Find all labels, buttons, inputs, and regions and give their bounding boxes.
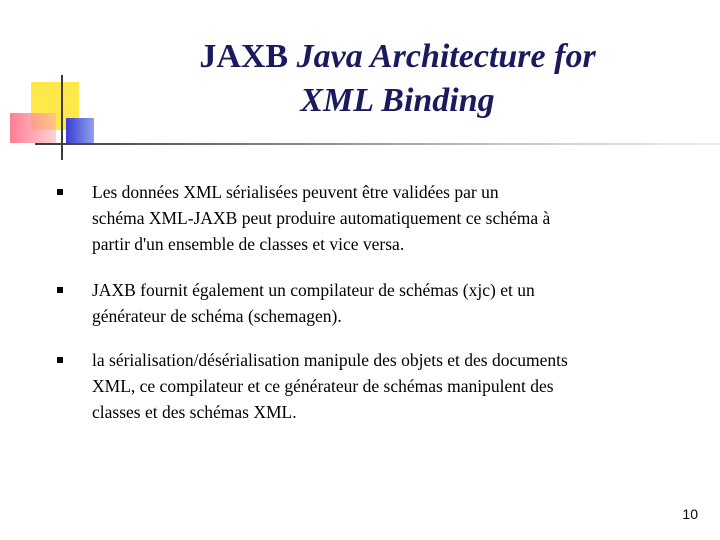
bullet-text-line: schéma XML-JAXB peut produire automatiquement ce schéma à bbox=[92, 208, 551, 228]
bullet-item bbox=[92, 347, 692, 425]
title-expansion-line2: XML Binding bbox=[300, 82, 495, 119]
title-acronym: JAXB bbox=[199, 38, 289, 75]
bullet-text-line: partir d'un ensemble de classes et vice versa. bbox=[92, 234, 405, 254]
bullet-square-icon bbox=[57, 287, 63, 293]
bullet-text-line: classes et des schémas XML. bbox=[92, 402, 297, 422]
bullet-square-icon bbox=[57, 357, 63, 363]
page-number: 10 bbox=[682, 506, 698, 522]
title-expansion-line1: Java Architecture for bbox=[296, 38, 596, 75]
bullet-text-line: JAXB fournit également un compilateur de schémas (xjc) et un bbox=[92, 280, 535, 300]
bullet-item bbox=[92, 179, 692, 257]
bullet-text-line: la sérialisation/désérialisation manipule des objets et des documents bbox=[92, 350, 568, 370]
bullet-square-icon bbox=[57, 189, 63, 195]
bullet-text-line: générateur de schéma (schemagen). bbox=[92, 306, 342, 326]
bullet-text-line: XML, ce compilateur et ce générateur de schémas manipulent des bbox=[92, 376, 554, 396]
bullet-text-line: Les données XML sérialisées peuvent être validées par un bbox=[92, 182, 499, 202]
bullet-item bbox=[92, 277, 692, 329]
